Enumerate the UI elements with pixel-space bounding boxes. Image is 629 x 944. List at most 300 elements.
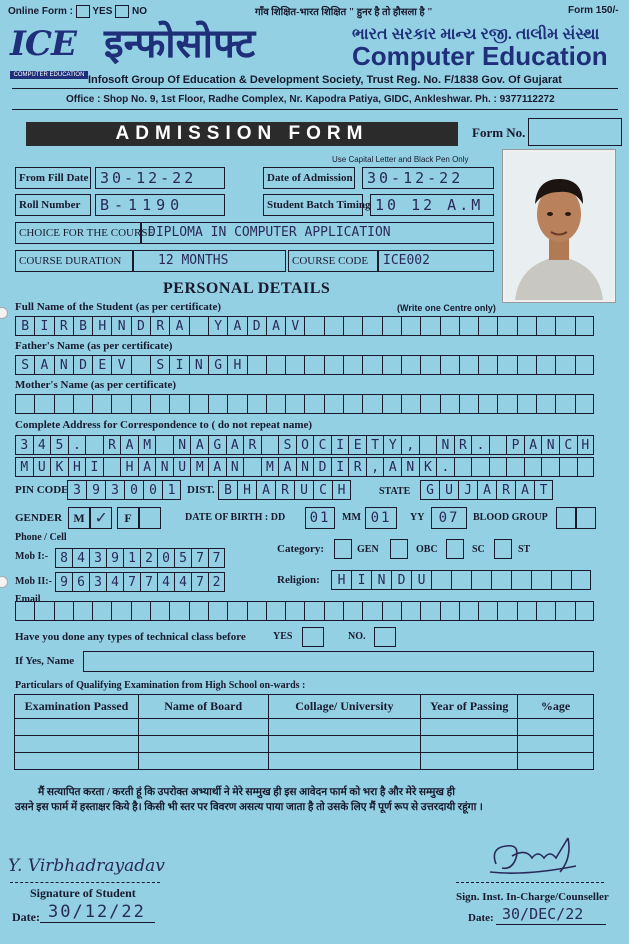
grid-cell[interactable]	[131, 355, 150, 375]
grid-cell[interactable]: N	[173, 435, 191, 455]
table-row[interactable]	[15, 719, 594, 736]
grid-cell[interactable]	[266, 355, 285, 375]
grid-cell[interactable]	[92, 601, 111, 621]
grid-cell[interactable]: R	[103, 435, 121, 455]
grid-cell[interactable]	[243, 457, 261, 477]
grid-cell[interactable]: H	[577, 435, 595, 455]
grid-cell[interactable]: C	[313, 480, 332, 500]
grid-cell[interactable]: A	[120, 435, 138, 455]
grid-cell[interactable]	[304, 394, 323, 414]
grid-cell[interactable]	[304, 316, 323, 336]
online-yes-checkbox[interactable]	[76, 5, 90, 18]
grid-cell[interactable]	[440, 355, 459, 375]
grid-cell[interactable]: A	[227, 316, 246, 336]
dob-dd-field[interactable]: 01	[305, 507, 335, 529]
grid-cell[interactable]	[459, 601, 478, 621]
grid-cell[interactable]	[489, 457, 507, 477]
grid-cell[interactable]	[343, 601, 362, 621]
grid-cell[interactable]: H	[92, 316, 111, 336]
grid-cell[interactable]	[227, 394, 246, 414]
grid-cell[interactable]: G	[208, 435, 226, 455]
grid-cell[interactable]	[285, 601, 304, 621]
grid-cell[interactable]: M	[138, 435, 156, 455]
grid-cell[interactable]: I	[34, 316, 53, 336]
grid-cell[interactable]: 1	[123, 548, 140, 568]
grid-cell[interactable]	[478, 394, 497, 414]
grid-cell[interactable]: U	[173, 457, 191, 477]
course-choice-field[interactable]: DIPLOMA IN COMPUTER APPLICATION	[141, 222, 494, 244]
grid-cell[interactable]	[440, 394, 459, 414]
grid-cell[interactable]	[189, 316, 208, 336]
grid-cell[interactable]: S	[15, 355, 34, 375]
grid-cell[interactable]: V	[285, 316, 304, 336]
grid-cell[interactable]	[111, 394, 130, 414]
grid-cell[interactable]: 4	[33, 435, 51, 455]
category-sc-checkbox[interactable]	[446, 539, 464, 559]
grid-cell[interactable]	[304, 355, 323, 375]
student-signature-label: Signature of Student	[30, 886, 136, 900]
grid-cell[interactable]	[382, 394, 401, 414]
grid-cell[interactable]: N	[111, 316, 130, 336]
grid-cell[interactable]	[555, 601, 574, 621]
grid-cell[interactable]: V	[111, 355, 130, 375]
father-name-grid[interactable]	[15, 355, 594, 375]
grid-cell[interactable]: A	[278, 457, 296, 477]
grid-cell[interactable]: D	[73, 355, 92, 375]
grid-cell[interactable]	[497, 394, 516, 414]
grid-cell[interactable]: B	[218, 480, 237, 500]
gender-m-label: M	[68, 507, 90, 529]
grid-cell[interactable]: 4	[174, 572, 191, 592]
grid-cell[interactable]	[454, 457, 472, 477]
grid-cell[interactable]: 9	[55, 572, 72, 592]
grid-cell[interactable]	[478, 316, 497, 336]
category-obc-label: OBC	[416, 544, 438, 555]
grid-cell[interactable]	[517, 355, 536, 375]
gender-m-checkbox[interactable]: ✓	[90, 507, 112, 529]
col-year: Year of Passing	[421, 695, 518, 719]
grid-cell[interactable]	[497, 316, 516, 336]
grid-cell[interactable]: 1	[162, 480, 181, 500]
tech-yes-checkbox[interactable]	[302, 627, 324, 647]
grid-cell[interactable]: N	[189, 355, 208, 375]
grid-cell[interactable]: H	[331, 570, 351, 590]
if-yes-name-field[interactable]	[83, 651, 594, 672]
blood-group-box-2[interactable]	[576, 507, 596, 529]
grid-cell[interactable]	[227, 601, 246, 621]
grid-cell[interactable]: A	[169, 316, 188, 336]
grid-cell[interactable]: A	[226, 435, 244, 455]
grid-cell[interactable]: A	[190, 435, 208, 455]
grid-cell[interactable]	[497, 601, 516, 621]
grid-cell[interactable]: A	[266, 316, 285, 336]
grid-cell[interactable]	[420, 601, 439, 621]
mother-name-grid[interactable]	[15, 394, 594, 414]
grid-cell[interactable]	[440, 316, 459, 336]
grid-cell[interactable]: A	[477, 480, 496, 500]
grid-cell[interactable]: N	[54, 355, 73, 375]
full-name-grid[interactable]	[15, 316, 594, 336]
grid-cell[interactable]	[555, 394, 574, 414]
date-of-admission-field[interactable]: 30-12-22	[362, 167, 494, 189]
grid-cell[interactable]	[559, 457, 577, 477]
email-grid[interactable]	[15, 601, 594, 621]
grid-cell[interactable]	[489, 435, 507, 455]
grid-cell[interactable]	[577, 457, 595, 477]
grid-cell[interactable]	[92, 394, 111, 414]
grid-cell[interactable]: R	[150, 316, 169, 336]
student-photo	[503, 150, 615, 302]
mob1-grid[interactable]	[55, 548, 225, 568]
grid-cell[interactable]: E	[92, 355, 111, 375]
incharge-date: 30/DEC/22	[502, 905, 584, 923]
category-st-checkbox[interactable]	[494, 539, 512, 559]
student-date: 30/12/22	[48, 902, 146, 922]
grid-cell[interactable]: I	[169, 355, 188, 375]
grid-cell[interactable]: Y	[383, 435, 401, 455]
grid-cell[interactable]	[34, 394, 53, 414]
grid-cell[interactable]	[431, 570, 451, 590]
address-line2-grid[interactable]	[15, 457, 594, 477]
grid-cell[interactable]: M	[261, 457, 279, 477]
grid-cell[interactable]	[150, 394, 169, 414]
course-duration-field[interactable]: 12 MONTHS	[133, 250, 286, 272]
dob-yy-field[interactable]: 07	[431, 507, 467, 529]
grid-cell[interactable]: 5	[174, 548, 191, 568]
table-row[interactable]	[15, 753, 594, 770]
grid-cell[interactable]: I	[351, 570, 371, 590]
grid-cell[interactable]: A	[383, 457, 401, 477]
grid-cell[interactable]: U	[439, 480, 458, 500]
grid-cell[interactable]: I	[85, 457, 103, 477]
qualification-table	[14, 694, 594, 770]
category-gen-checkbox[interactable]	[334, 539, 352, 559]
grid-cell[interactable]: .	[436, 457, 454, 477]
grid-cell[interactable]: S	[150, 355, 169, 375]
grid-cell[interactable]	[169, 394, 188, 414]
grid-cell[interactable]	[420, 355, 439, 375]
grid-cell[interactable]: N	[155, 457, 173, 477]
grid-cell[interactable]	[478, 355, 497, 375]
grid-cell[interactable]: M	[190, 457, 208, 477]
grid-cell[interactable]	[506, 457, 524, 477]
grid-cell[interactable]	[189, 601, 208, 621]
online-no-checkbox[interactable]	[115, 5, 129, 18]
grid-cell[interactable]: 3	[15, 435, 33, 455]
grid-cell[interactable]	[285, 394, 304, 414]
grid-cell[interactable]	[343, 394, 362, 414]
grid-cell[interactable]: 5	[50, 435, 68, 455]
grid-cell[interactable]	[208, 601, 227, 621]
grid-cell[interactable]	[575, 394, 594, 414]
grid-cell[interactable]: 2	[140, 548, 157, 568]
grid-cell[interactable]	[85, 435, 103, 455]
grid-cell[interactable]: R	[496, 480, 515, 500]
form-no-input[interactable]	[528, 118, 622, 146]
grid-cell[interactable]: H	[227, 355, 246, 375]
batch-timing-field[interactable]: 10 12 A.M	[370, 194, 494, 216]
student-photo-icon	[505, 152, 613, 300]
grid-cell[interactable]: A	[208, 457, 226, 477]
grid-cell[interactable]: A	[34, 355, 53, 375]
grid-cell[interactable]	[111, 601, 130, 621]
grid-cell[interactable]: I	[331, 457, 349, 477]
grid-cell[interactable]	[551, 570, 571, 590]
grid-cell[interactable]	[531, 570, 551, 590]
grid-cell[interactable]: G	[208, 355, 227, 375]
grid-cell[interactable]	[401, 355, 420, 375]
grid-cell[interactable]	[575, 601, 594, 621]
grid-cell[interactable]: U	[33, 457, 51, 477]
blood-group-label: BLOOD GROUP	[473, 512, 548, 523]
grid-cell[interactable]: T	[534, 480, 553, 500]
grid-cell[interactable]	[362, 601, 381, 621]
grid-cell[interactable]	[324, 316, 343, 336]
state-grid[interactable]	[420, 480, 553, 500]
grid-cell[interactable]	[555, 316, 574, 336]
grid-cell[interactable]: R	[348, 457, 366, 477]
grid-cell[interactable]: 8	[55, 548, 72, 568]
address-line1-grid[interactable]	[15, 435, 594, 455]
grid-cell[interactable]	[471, 457, 489, 477]
grid-cell[interactable]	[150, 601, 169, 621]
grid-cell[interactable]	[382, 355, 401, 375]
grid-cell[interactable]: N	[371, 570, 391, 590]
grid-cell[interactable]: A	[138, 457, 156, 477]
course-code-field[interactable]: ICE002	[378, 250, 494, 272]
grid-cell[interactable]	[131, 394, 150, 414]
grid-cell[interactable]	[555, 355, 574, 375]
grid-cell[interactable]: 4	[106, 572, 123, 592]
grid-cell[interactable]: B	[15, 316, 34, 336]
grid-cell[interactable]	[54, 394, 73, 414]
religion-grid[interactable]	[331, 570, 591, 590]
address-label: Complete Address for Correspondence to ( do not repeat name)	[15, 419, 313, 431]
grid-cell[interactable]	[261, 435, 279, 455]
grid-cell[interactable]	[155, 435, 173, 455]
roll-number-field[interactable]: B-1190	[95, 194, 225, 216]
grid-cell[interactable]	[304, 601, 323, 621]
grid-cell[interactable]: O	[296, 435, 314, 455]
grid-cell[interactable]: ,	[366, 457, 384, 477]
grid-cell[interactable]: 4	[157, 572, 174, 592]
grid-cell[interactable]	[285, 355, 304, 375]
grid-cell[interactable]	[511, 570, 531, 590]
grid-cell[interactable]: U	[294, 480, 313, 500]
col-exam-passed: Examination Passed	[15, 695, 139, 719]
grid-cell[interactable]: I	[331, 435, 349, 455]
grid-cell[interactable]: U	[411, 570, 431, 590]
grid-cell[interactable]	[266, 601, 285, 621]
grid-cell[interactable]	[451, 570, 471, 590]
grid-cell[interactable]	[382, 316, 401, 336]
grid-cell[interactable]	[103, 457, 121, 477]
grid-cell[interactable]: D	[247, 316, 266, 336]
grid-cell[interactable]	[247, 394, 266, 414]
grid-cell[interactable]	[517, 316, 536, 336]
grid-cell[interactable]	[382, 601, 401, 621]
grid-cell[interactable]	[536, 394, 555, 414]
table-row[interactable]	[15, 736, 594, 753]
grid-cell[interactable]: G	[420, 480, 439, 500]
grid-cell[interactable]: ,	[401, 435, 419, 455]
grid-cell[interactable]	[440, 601, 459, 621]
grid-cell[interactable]	[73, 601, 92, 621]
grid-cell[interactable]	[420, 394, 439, 414]
grid-cell[interactable]	[497, 355, 516, 375]
grid-cell[interactable]	[34, 601, 53, 621]
grid-cell[interactable]: S	[278, 435, 296, 455]
grid-cell[interactable]: 0	[124, 480, 143, 500]
grid-cell[interactable]: 7	[191, 572, 208, 592]
grid-cell[interactable]: 9	[106, 548, 123, 568]
grid-cell[interactable]: Y	[208, 316, 227, 336]
grid-cell[interactable]: R	[54, 316, 73, 336]
grid-cell[interactable]	[575, 316, 594, 336]
pin-code-grid[interactable]	[67, 480, 181, 500]
email-label: Email	[15, 594, 41, 605]
grid-cell[interactable]	[420, 316, 439, 336]
grid-cell[interactable]	[343, 316, 362, 336]
grid-cell[interactable]: K	[419, 457, 437, 477]
grid-cell[interactable]	[459, 355, 478, 375]
grid-cell[interactable]: 7	[191, 548, 208, 568]
grid-cell[interactable]	[15, 394, 34, 414]
grid-cell[interactable]	[401, 601, 420, 621]
grid-cell[interactable]	[536, 355, 555, 375]
grid-cell[interactable]: B	[73, 316, 92, 336]
grid-cell[interactable]	[491, 570, 511, 590]
grid-cell[interactable]	[541, 457, 559, 477]
from-fill-date-field[interactable]: 30-12-22	[95, 167, 225, 189]
grid-cell[interactable]: H	[237, 480, 256, 500]
grid-cell[interactable]: 7	[208, 548, 225, 568]
grid-cell[interactable]	[54, 601, 73, 621]
declaration-line2: उसने इस फार्म में हस्ताक्षर किये है। किसी भी स्तर पर विवरण असत्य पाया जाता है तो उसके लिए मैं पूर्ण रूप से उत्तरदायी रहूंगा ।	[15, 802, 483, 813]
grid-cell[interactable]: R	[243, 435, 261, 455]
grid-cell[interactable]: 2	[208, 572, 225, 592]
category-st-label: ST	[518, 544, 531, 555]
grid-cell[interactable]	[324, 394, 343, 414]
grid-cell[interactable]	[478, 601, 497, 621]
grid-cell[interactable]	[324, 355, 343, 375]
tech-no-checkbox[interactable]	[374, 627, 396, 647]
pin-code-label: PIN CODE	[15, 484, 69, 496]
grid-cell[interactable]: 3	[89, 548, 106, 568]
grid-cell[interactable]: N	[226, 457, 244, 477]
grid-cell[interactable]	[401, 316, 420, 336]
grid-cell[interactable]: T	[366, 435, 384, 455]
grid-cell[interactable]	[247, 601, 266, 621]
grid-cell[interactable]: K	[50, 457, 68, 477]
grid-cell[interactable]: C	[559, 435, 577, 455]
grid-cell[interactable]	[524, 457, 542, 477]
blood-group-box-1[interactable]	[556, 507, 576, 529]
grid-cell[interactable]: N	[436, 435, 454, 455]
grid-cell[interactable]	[73, 394, 92, 414]
grid-cell[interactable]: 3	[89, 572, 106, 592]
dob-mm-field[interactable]: 01	[365, 507, 397, 529]
grid-cell[interactable]: D	[313, 457, 331, 477]
grid-cell[interactable]: A	[524, 435, 542, 455]
form-fee: Form 150/-	[568, 5, 619, 16]
grid-cell[interactable]	[536, 601, 555, 621]
grid-cell[interactable]	[324, 601, 343, 621]
grid-cell[interactable]	[362, 355, 381, 375]
grid-cell[interactable]: 0	[143, 480, 162, 500]
technical-class-question: Have you done any types of technical class before	[15, 631, 246, 643]
grid-cell[interactable]: .	[68, 435, 86, 455]
grid-cell[interactable]: .	[471, 435, 489, 455]
grid-cell[interactable]	[362, 316, 381, 336]
grid-cell[interactable]: 0	[157, 548, 174, 568]
category-obc-checkbox[interactable]	[390, 539, 408, 559]
grid-cell[interactable]	[571, 570, 591, 590]
grid-cell[interactable]	[517, 394, 536, 414]
grid-cell[interactable]: C	[313, 435, 331, 455]
grid-cell[interactable]	[266, 394, 285, 414]
grid-cell[interactable]: J	[458, 480, 477, 500]
district-grid[interactable]	[218, 480, 351, 500]
grid-cell[interactable]	[536, 316, 555, 336]
grid-cell[interactable]: P	[506, 435, 524, 455]
grid-cell[interactable]: 6	[72, 572, 89, 592]
online-yes-label: YES	[92, 6, 113, 18]
grid-cell[interactable]	[401, 394, 420, 414]
grid-cell[interactable]: A	[256, 480, 275, 500]
student-signature: Y. Virbhadrayadav	[8, 856, 165, 876]
grid-cell[interactable]: D	[131, 316, 150, 336]
grid-cell[interactable]: N	[401, 457, 419, 477]
col-university: Collage/ University	[268, 695, 421, 719]
gender-f-checkbox[interactable]	[139, 507, 161, 529]
grid-cell[interactable]	[343, 355, 362, 375]
grid-cell[interactable]	[169, 601, 188, 621]
mob2-grid[interactable]	[55, 572, 225, 592]
grid-cell[interactable]	[517, 601, 536, 621]
grid-cell[interactable]: R	[454, 435, 472, 455]
grid-cell[interactable]: M	[15, 457, 33, 477]
grid-cell[interactable]: R	[275, 480, 294, 500]
grid-cell[interactable]: H	[332, 480, 351, 500]
grid-cell[interactable]	[471, 570, 491, 590]
grid-cell[interactable]: 7	[140, 572, 157, 592]
grid-cell[interactable]: A	[515, 480, 534, 500]
roll-number-label: Roll Number	[15, 194, 91, 216]
grid-cell[interactable]	[459, 394, 478, 414]
grid-cell[interactable]: 9	[86, 480, 105, 500]
grid-cell[interactable]: E	[348, 435, 366, 455]
grid-cell[interactable]	[247, 355, 266, 375]
grid-cell[interactable]: N	[541, 435, 559, 455]
grid-cell[interactable]: N	[296, 457, 314, 477]
grid-cell[interactable]	[131, 601, 150, 621]
grid-cell[interactable]: 3	[67, 480, 86, 500]
grid-cell[interactable]	[362, 394, 381, 414]
grid-cell[interactable]	[189, 394, 208, 414]
grid-cell[interactable]	[575, 355, 594, 375]
grid-cell[interactable]: 3	[105, 480, 124, 500]
grid-cell[interactable]: D	[391, 570, 411, 590]
grid-cell[interactable]: 4	[72, 548, 89, 568]
grid-cell[interactable]: 7	[123, 572, 140, 592]
grid-cell[interactable]	[419, 435, 437, 455]
grid-cell[interactable]: H	[120, 457, 138, 477]
grid-cell[interactable]	[15, 601, 34, 621]
grid-cell[interactable]	[459, 316, 478, 336]
grid-cell[interactable]	[208, 394, 227, 414]
grid-cell[interactable]: H	[68, 457, 86, 477]
